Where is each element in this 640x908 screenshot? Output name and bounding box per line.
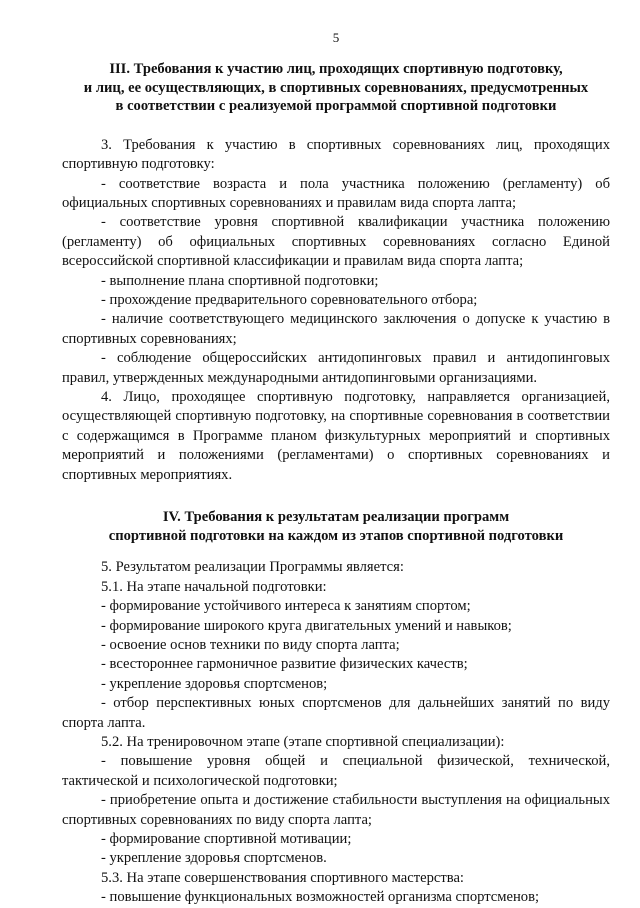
list-item: - всестороннее гармоничное развитие физических качеств; — [101, 656, 468, 673]
section-3-heading-line: в соответствии с реализуемой программой спортивной подготовки — [115, 98, 557, 115]
section-3-heading — [62, 60, 610, 116]
paragraph: 5. Результатом реализации Программы является: — [101, 559, 404, 576]
section-3-heading-line: и лиц, ее осуществляющих, в спортивных соревнованиях, предусмотренных — [83, 79, 589, 96]
list-item: - повышение функциональных возможностей организма спортсменов; — [101, 889, 540, 906]
section-3-heading-line: III. Требования к участию лиц, проходящих спортивную подготовку, — [109, 61, 563, 77]
paragraph: 5.2. На тренировочном этапе (этапе спортивной специализации): — [101, 733, 505, 750]
list-item: - формирование спортивной мотивации; — [101, 830, 352, 847]
list-item: - укрепление здоровья спортсменов; — [101, 675, 328, 692]
list-item: - соответствие уровня спортивной квалификации участника положению (регламенту) об официальных спортивных соревнованиях согласно Единой всероссийской спортивной классификации и правилам вида спорта лапта; — [62, 214, 610, 270]
section-4-heading-line: IV. Требования к результатам реализации программ — [162, 509, 510, 526]
section-3-body — [62, 136, 610, 485]
list-item: - повышение уровня общей и специальной физической, технической, тактической и психологической подготовки; — [62, 753, 610, 789]
list-item: - соблюдение общероссийских антидопинговых правил и антидопинговых правил, утвержденных международными антидопинговыми организациями. — [62, 350, 610, 386]
section-4-heading-line: спортивной подготовки на каждом из этапов спортивной подготовки — [108, 527, 564, 544]
list-item: - наличие соответствующего медицинского заключения о допуске к участию в спортивных соревнованиях; — [62, 311, 610, 347]
list-item: - выполнение плана спортивной подготовки; — [101, 272, 379, 289]
document-page — [62, 30, 610, 908]
list-item: - укрепление здоровья спортсменов. — [101, 850, 327, 867]
list-item: - формирование устойчивого интереса к занятиям спортом; — [101, 598, 471, 615]
section-4-heading — [62, 508, 610, 545]
list-item: - приобретение опыта и достижение стабильности выступления на официальных спортивных соревнованиях по виду спорта лапта; — [62, 792, 610, 828]
list-item: - формирование широкого круга двигательных умений и навыков; — [101, 617, 512, 634]
list-item: - отбор перспективных юных спортсменов для дальнейших занятий по виду спорта лапта. — [62, 695, 610, 731]
paragraph: 5.3. На этапе совершенствования спортивного мастерства: — [101, 869, 464, 886]
paragraph: 3. Требования к участию в спортивных соревнованиях лиц, проходящих спортивную подготовку: — [62, 136, 610, 173]
paragraph: 4. Лицо, проходящее спортивную подготовку, направляется организацией, осуществляющей спортивную подготовку, на спортивные соревнования в соответствии с содержащимся в Программе планом физкультурных мероприятий и спортивных мероприятий и положениями (регламентами) о спортивных соревнованиях и спортивных мероприятиях. — [62, 389, 610, 483]
list-item: - соответствие возраста и пола участника положению (регламенту) об официальных спортивных соревнованиях и правилам вида спорта лапта; — [62, 175, 610, 211]
paragraph: 5.1. На этапе начальной подготовки: — [101, 578, 327, 595]
page-number: 5 — [332, 30, 340, 45]
list-item: - прохождение предварительного соревновательного отбора; — [101, 292, 478, 309]
section-4-body — [62, 558, 610, 907]
list-item: - освоение основ техники по виду спорта лапта; — [101, 636, 400, 653]
